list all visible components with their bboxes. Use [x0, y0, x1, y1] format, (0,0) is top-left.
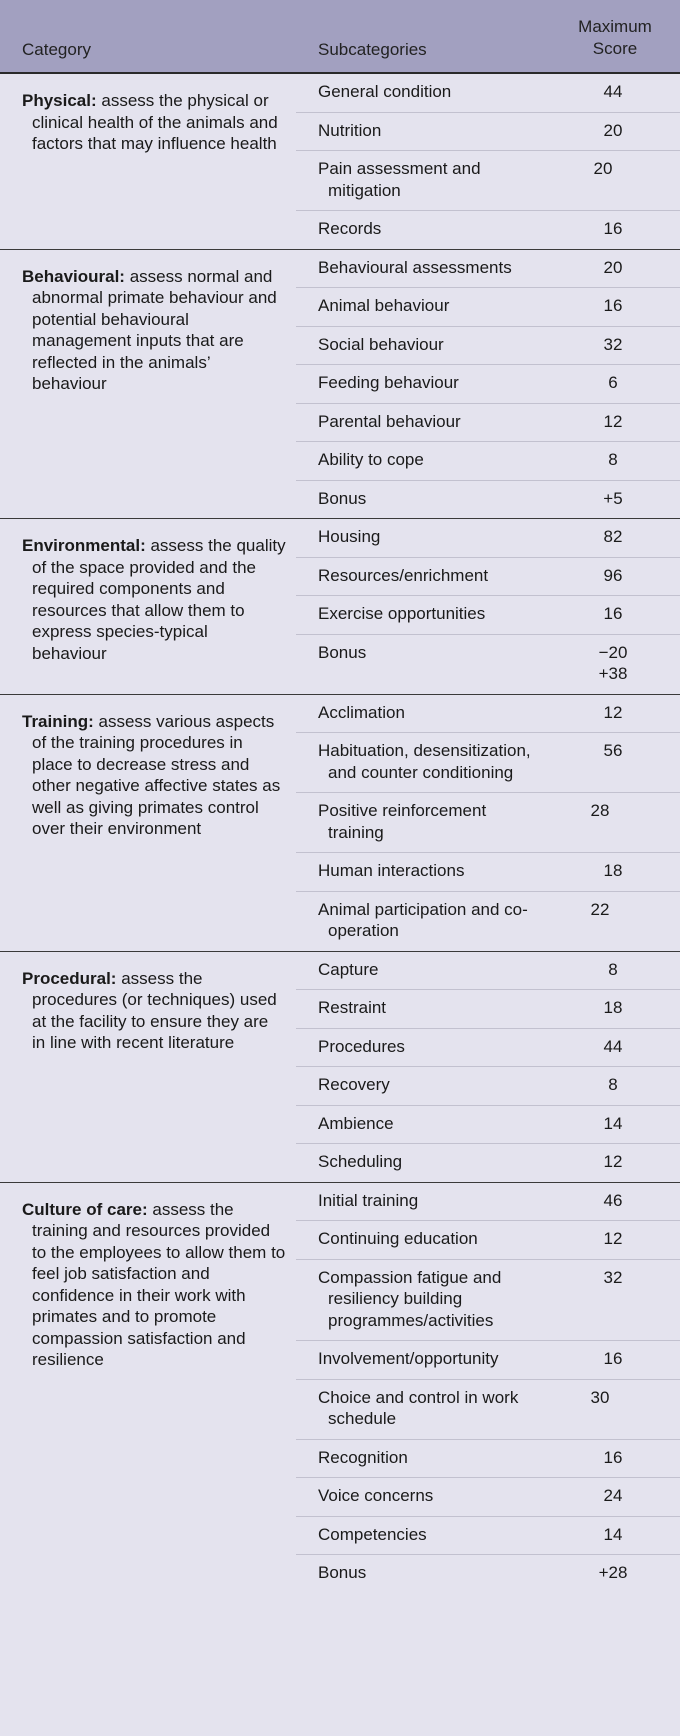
subcategory-name: Initial training: [318, 1190, 419, 1210]
subcategory-list: [296, 519, 680, 694]
subcategory-name: Bonus: [318, 642, 367, 662]
table-row: [296, 151, 680, 211]
category-name: Procedural:: [22, 968, 117, 988]
table-row: [296, 1067, 680, 1106]
category-cell: [0, 250, 296, 519]
subcategory-name: Animal behaviour: [318, 296, 450, 315]
section-culture-of-care: [0, 1183, 680, 1593]
subcategory-name: Behavioural assessments: [318, 257, 512, 277]
max-score: 16: [603, 1349, 623, 1368]
table-row: [296, 1478, 680, 1517]
table-row: [296, 519, 680, 558]
max-score: 82: [603, 527, 623, 546]
category-description: assess various aspects of the training procedures in place to decrease stress and other negative affective states as well as giving primates control over their environment: [32, 711, 281, 838]
max-score: 12: [603, 1229, 623, 1248]
table-row: [296, 288, 680, 327]
subcategory-list: [296, 74, 680, 249]
category-name: Environmental:: [22, 536, 146, 555]
subcategory-name: Animal participation and co-operation: [318, 899, 528, 940]
subcategory-name: Pain assessment and mitigation: [318, 159, 481, 200]
subcategory-name: Compassion fatigue and resiliency building programmes/activities: [318, 1267, 502, 1330]
category-description: assess the training and resources provided to the employees to allow them to feel job satisfaction and confidence in their work with primates and to promote compassion satisfaction and resilience: [32, 1199, 286, 1369]
category-description: assess the procedures (or techniques) used at the facility to ensure they are in line with recent literature: [32, 968, 277, 1052]
category-cell: [0, 695, 296, 951]
subcategory-name: Parental behaviour: [318, 411, 461, 431]
subcategory-list: [296, 952, 680, 1182]
category-name: Training:: [22, 711, 94, 731]
subcategory-name: Habituation, desensitization, and counter conditioning: [318, 741, 531, 782]
subcategory-name: Housing: [318, 527, 381, 546]
category-cell: [0, 74, 296, 249]
max-score: 8: [608, 1075, 618, 1094]
table-row: [296, 1555, 680, 1593]
subcategory-name: Positive reinforcement training: [318, 801, 487, 842]
max-score: 22: [590, 899, 610, 919]
table-row: [296, 793, 680, 853]
table-row: [296, 1029, 680, 1068]
header-maximum-score: Maximum Score: [578, 17, 652, 58]
category-cell: [0, 1183, 296, 1593]
max-score: 20: [603, 257, 623, 277]
section-behavioural: [0, 250, 680, 520]
subcategory-name: Human interactions: [318, 861, 465, 880]
subcategory-name: Bonus: [318, 1563, 367, 1582]
subcategory-name: Scheduling: [318, 1152, 403, 1171]
subcategory-name: Choice and control in work schedule: [318, 1387, 519, 1428]
max-score: +28: [598, 1563, 628, 1582]
max-score: 56: [603, 741, 623, 760]
table-row: [296, 1221, 680, 1260]
max-score: 18: [603, 861, 623, 880]
section-environmental: [0, 519, 680, 695]
table-row: [296, 1144, 680, 1182]
max-score: 12: [603, 411, 623, 431]
subcategory-name: Voice concerns: [318, 1486, 434, 1505]
table-row: [296, 1380, 680, 1440]
table-header: [0, 0, 680, 72]
table-row: [296, 211, 680, 249]
table-row: [296, 990, 680, 1029]
max-score: +5: [603, 488, 623, 508]
table-row: [296, 695, 680, 734]
subcategory-name: Recognition: [318, 1447, 408, 1467]
table-row: [296, 853, 680, 892]
subcategory-list: [296, 695, 680, 951]
table-row: [296, 404, 680, 443]
table-row: [296, 327, 680, 366]
header-subcategories: Subcategories: [318, 40, 427, 59]
header-category: Category: [22, 40, 91, 59]
category-name: Culture of care:: [22, 1199, 148, 1219]
subcategory-name: General condition: [318, 82, 452, 101]
subcategory-name: Social behaviour: [318, 334, 444, 354]
subcategory-name: Capture: [318, 959, 379, 979]
table-row: [296, 558, 680, 597]
table-row: [296, 596, 680, 635]
max-score: 44: [603, 82, 623, 101]
max-score: −20 +38: [598, 642, 628, 683]
table-row: [296, 1440, 680, 1479]
category-name: Behavioural:: [22, 266, 125, 286]
table-row: [296, 1106, 680, 1145]
table-row: [296, 481, 680, 519]
max-score: 32: [603, 1267, 623, 1287]
max-score: 46: [603, 1190, 623, 1210]
subcategory-name: Continuing education: [318, 1229, 478, 1248]
table-row: [296, 1341, 680, 1380]
section-physical: [0, 74, 680, 250]
max-score: 32: [603, 334, 623, 354]
subcategory-name: Acclimation: [318, 702, 405, 722]
category-name: Physical:: [22, 91, 97, 110]
subcategory-name: Bonus: [318, 488, 367, 508]
table-row: [296, 1260, 680, 1342]
table-row: [296, 365, 680, 404]
max-score: 18: [603, 998, 623, 1017]
table-row: [296, 635, 680, 694]
max-score: 14: [603, 1524, 623, 1544]
subcategory-name: Exercise opportunities: [318, 604, 486, 623]
subcategory-name: Nutrition: [318, 120, 382, 140]
subcategory-name: Procedures: [318, 1036, 405, 1056]
max-score: 12: [603, 702, 623, 722]
table-row: [296, 892, 680, 951]
table-row: [296, 74, 680, 113]
subcategory-name: Recovery: [318, 1075, 390, 1094]
max-score: 20: [593, 159, 613, 178]
max-score: 16: [603, 1447, 623, 1467]
subcategory-name: Involvement/opportunity: [318, 1349, 499, 1368]
max-score: 14: [603, 1113, 623, 1133]
max-score: 16: [603, 296, 623, 315]
max-score: 20: [603, 120, 623, 140]
subcategory-name: Records: [318, 219, 382, 238]
max-score: 8: [608, 959, 618, 979]
max-score: 30: [590, 1387, 610, 1407]
max-score: 24: [603, 1486, 623, 1505]
table-row: [296, 442, 680, 481]
max-score: 16: [603, 219, 623, 238]
table-row: [296, 250, 680, 289]
max-score: 16: [603, 604, 623, 623]
max-score: 44: [603, 1036, 623, 1056]
section-training: [0, 695, 680, 952]
subcategory-name: Restraint: [318, 998, 387, 1017]
subcategory-list: [296, 250, 680, 519]
subcategory-name: Ability to cope: [318, 450, 424, 469]
max-score: 96: [603, 565, 623, 585]
category-cell: [0, 519, 296, 694]
table-row: [296, 113, 680, 152]
table-row: [296, 952, 680, 991]
subcategory-list: [296, 1183, 680, 1593]
subcategory-name: Feeding behaviour: [318, 373, 459, 392]
max-score: 6: [608, 373, 618, 392]
table-body: [0, 74, 680, 1593]
subcategory-name: Resources/enrichment: [318, 565, 489, 585]
table-row: [296, 1517, 680, 1556]
table-row: [296, 1183, 680, 1222]
subcategory-name: Ambience: [318, 1113, 394, 1133]
max-score: 12: [603, 1152, 623, 1171]
max-score: 28: [590, 801, 610, 820]
category-description: assess the physical or clinical health of the animals and factors that may influence health: [32, 91, 278, 153]
max-score: 8: [608, 450, 618, 469]
subcategory-name: Competencies: [318, 1524, 427, 1544]
category-cell: [0, 952, 296, 1182]
category-description: assess normal and abnormal primate behaviour and potential behavioural management inputs that are reflected in the animals’ behaviour: [32, 266, 277, 393]
category-description: assess the quality of the space provided and the required components and resources that allow them to express species-typical behaviour: [32, 536, 286, 663]
table-row: [296, 733, 680, 793]
section-procedural: [0, 952, 680, 1183]
